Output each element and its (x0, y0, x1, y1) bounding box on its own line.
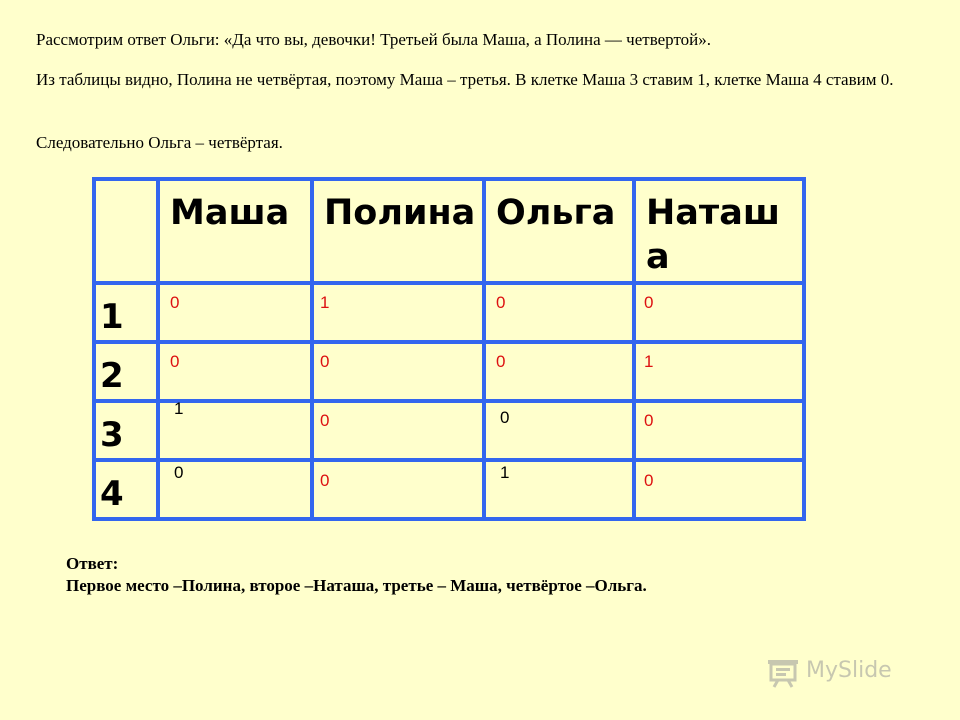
table-cell (312, 460, 484, 519)
projector-screen-icon (766, 658, 800, 688)
header-natasha: Наташа (634, 179, 804, 283)
cell-value: 0 (644, 293, 654, 312)
intro-paragraph: Рассмотрим ответ Ольги: «Да что вы, девочки! Третьей была Маша, а Полина — четвертой». (36, 30, 712, 49)
answer-text: Первое место –Полина, второе –Наташа, третье – Маша, четвёртое –Ольга. (66, 576, 647, 595)
table-row (94, 460, 804, 519)
table-cell (484, 283, 634, 342)
cell-value: 0 (496, 293, 506, 312)
table-cell (312, 401, 484, 460)
corner-cell (94, 179, 158, 283)
logic-table (92, 177, 806, 521)
answer-title: Ответ: (66, 554, 119, 573)
table-cell (484, 460, 634, 519)
row-label-text: 2 (100, 356, 124, 396)
row-label (94, 342, 158, 401)
cell-value: 1 (500, 463, 510, 482)
cell-value: 1 (320, 293, 330, 312)
row-label (94, 283, 158, 342)
row-label (94, 460, 158, 519)
table-cell (158, 283, 312, 342)
cell-value: 0 (320, 471, 330, 490)
table-header-row (94, 179, 804, 283)
explanation-paragraph: Из таблицы видно, Полина не четвёртая, поэтому Маша – третья. В клетке Маша 3 ставим 1, клетке Маша 4 ставим 0. (36, 70, 894, 89)
table-cell (634, 283, 804, 342)
table-cell (634, 460, 804, 519)
cell-value: 0 (644, 411, 654, 430)
row-label-text: 4 (100, 474, 124, 514)
logo-text: MySlide (806, 658, 892, 683)
table-cell (484, 342, 634, 401)
table-cell (484, 401, 634, 460)
table-row (94, 283, 804, 342)
header-olga: Ольга (484, 179, 634, 283)
cell-value: 0 (500, 408, 510, 427)
table-cell (158, 342, 312, 401)
myslide-logo (766, 656, 926, 690)
cell-value: 1 (174, 399, 184, 418)
table-row (94, 401, 804, 460)
table-cell (312, 283, 484, 342)
row-label-text: 3 (100, 415, 124, 455)
cell-value: 0 (174, 463, 184, 482)
cell-value: 0 (644, 471, 654, 490)
row-label (94, 401, 158, 460)
cell-value: 0 (496, 352, 506, 371)
table-cell (158, 401, 312, 460)
cell-value: 0 (170, 293, 180, 312)
header-masha: Маша (158, 179, 312, 283)
row-label-text: 1 (100, 297, 124, 337)
conclusion-paragraph: Следовательно Ольга – четвёртая. (36, 133, 283, 152)
table-cell (634, 342, 804, 401)
cell-value: 1 (644, 352, 654, 371)
answer-block (66, 553, 647, 597)
cell-value: 0 (170, 352, 180, 371)
header-polina: Полина (312, 179, 484, 283)
cell-value: 0 (320, 411, 330, 430)
table-row (94, 342, 804, 401)
cell-value: 0 (320, 352, 330, 371)
table-cell (312, 342, 484, 401)
table-cell (634, 401, 804, 460)
table-cell (158, 460, 312, 519)
